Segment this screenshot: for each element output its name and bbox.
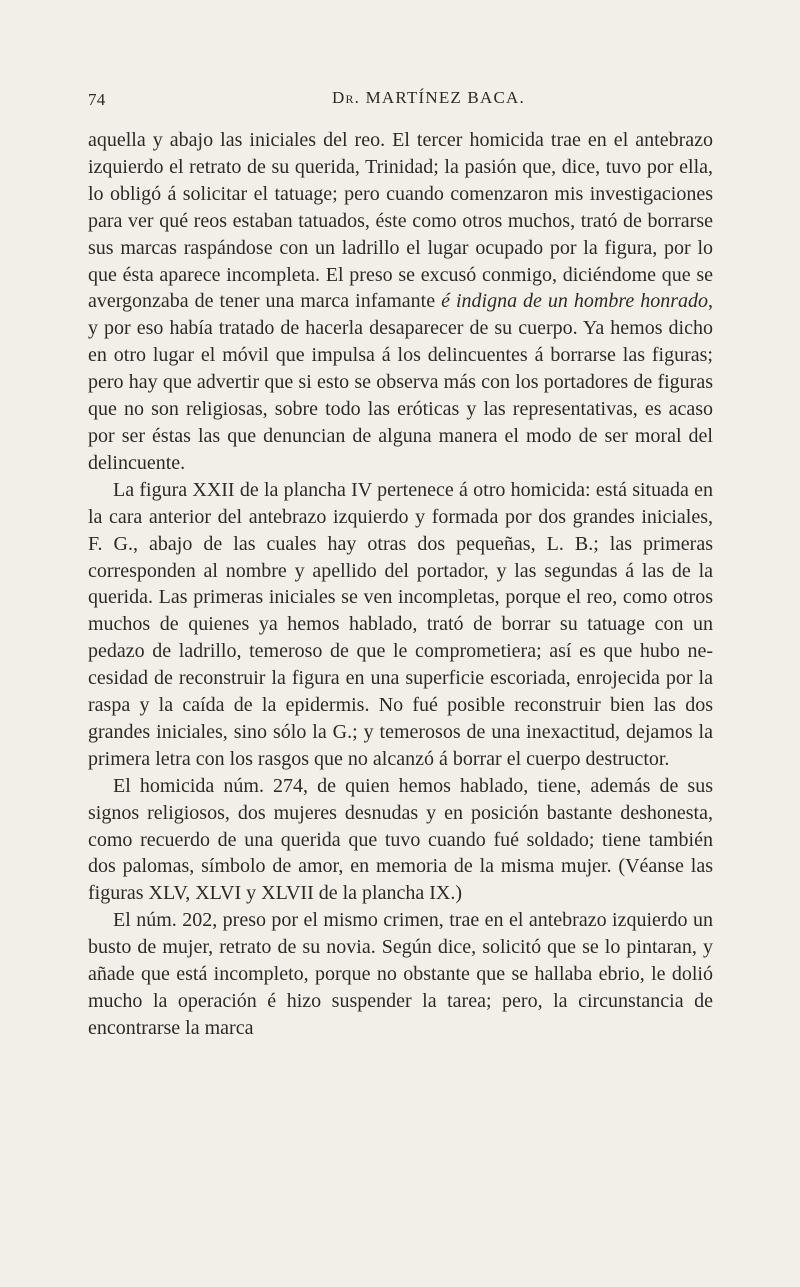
page-header — [0, 82, 800, 108]
paragraph-3: El homicida núm. 274, de quien hemos hablado, tiene, además de sus signos religiosos, dos mujeres desnudas y en posición bastante deshonesta, como recuerdo de una querida que tuvo cuando fué soldado; tiene también dos palomas, símbolo de amor, en memoria de la misma mujer. (Véanse las figuras XLV, XLVI y XLVII de la plancha IX.) — [88, 774, 713, 905]
body-text — [88, 127, 713, 1042]
page-number: 74 — [88, 90, 106, 109]
paragraph-1-italic-phrase: é indigna de un hombre honrado — [441, 290, 708, 313]
paragraph-4: El núm. 202, preso por el mismo crimen, trae en el antebrazo izquierdo un busto de mujer, retrato de su novia. Según dice, solicitó que se lo pintaran, y añade que está incompleto, porque no obstante que se hallaba ebrio, le dolió mucho la operación é hizo suspender la tarea; pero, la circunstancia de encontrarse la marca — [88, 909, 713, 1039]
paragraph-1-text-b: , y por eso había tratado de hacerla desaparecer de su cuerpo. Ya hemos dicho en otro lugar el móvil que impulsa á los delincuentes á borrarse las figuras; pero hay que advertir que si esto se observa más con los portadores de figuras que no son religiosas, sobre todo las eróticas y las representativas, es acaso por ser éstas las que denuncian de alguna manera el modo de ser moral del delincuente. — [88, 290, 713, 474]
paragraph-1 — [88, 127, 713, 477]
running-head: Dr. MARTÍNEZ BACA. — [332, 88, 525, 107]
paragraph-2: La figura XXII de la plancha IV pertenece á otro homicida: está situada en la cara anterior del antebrazo izquierdo y formada por dos grandes iniciales, F. G., abajo de las cuales hay otras dos pequeñas, L. B.; las primeras corresponden al nombre y apellido del portador, y las segundas á las de la querida. Las primeras iniciales se ven incompletas, porque el reo, como otros muchos de quienes ya hemos hablado, trató de borrar su tatuage con un pedazo de ladrillo, temeroso de que le comprometiera; así es que hubo necesidad de reconstruir la figura en una superficie escoriada, enrojecida por la raspa y la caída de la epidermis. No fué posible reconstruir bien las dos grandes iniciales, sino sólo la G.; y temerosos de una inexactitud, dejamos la primera letra con los rasgos que no alcanzó á borrar el cuerpo destructor. — [88, 478, 713, 770]
paragraph-1-text-a: aquella y abajo las iniciales del reo. El tercer homicida trae en el antebrazo izquierdo el retrato de su querida, Trinidad; la pasión que, dice, tuvo por ella, lo obligó á solicitar el tatuage; pero cuando comenzaron mis investigaciones para ver qué reos estaban tatuados, éste como otros muchos, trató de borrarse sus marcas raspándose con un ladrillo el lugar ocupado por la figura, por lo que ésta aparece incompleta. El preso se excusó conmigo, diciéndome que se avergonzaba de tener una marca infamante — [88, 129, 713, 313]
